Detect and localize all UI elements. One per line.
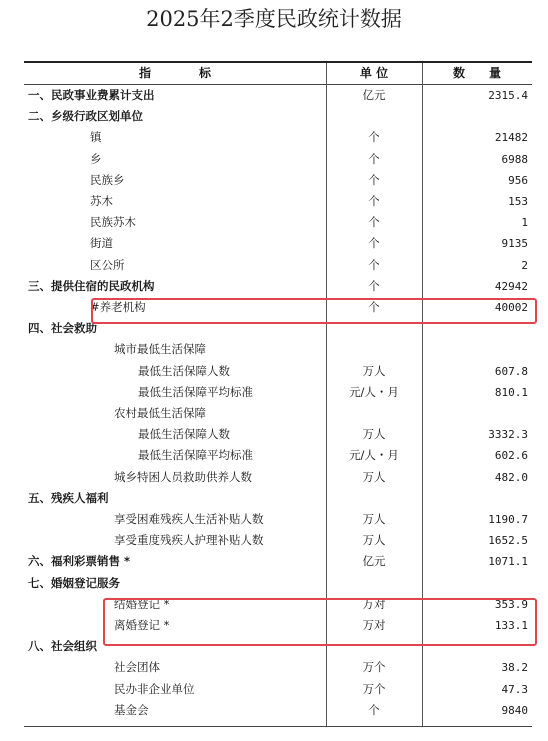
- row-label: 二、乡级行政区划单位: [28, 109, 143, 124]
- table-row: [24, 679, 532, 700]
- table-row: [24, 255, 532, 276]
- row-unit: 个: [368, 172, 380, 187]
- row-label: 三、提供住宿的民政机构: [28, 278, 155, 293]
- row-label: #养老机构: [90, 300, 146, 314]
- row-unit: 万人: [362, 469, 386, 484]
- row-label: 八、社会组织: [28, 639, 97, 654]
- row-unit: 万对: [362, 596, 386, 611]
- row-unit: 个: [368, 151, 380, 166]
- row-value: 353.9: [494, 597, 528, 611]
- row-unit: 万对: [362, 618, 386, 632]
- table-row: [24, 573, 532, 594]
- table-row: [24, 403, 532, 424]
- row-unit: 万人: [362, 363, 386, 378]
- table-row: [24, 382, 532, 403]
- row-value: 38.2: [501, 661, 528, 675]
- table-row: [24, 700, 532, 721]
- table-row: [24, 191, 532, 212]
- row-label: 乡: [90, 151, 102, 166]
- table-row: [24, 318, 532, 339]
- table-row: [24, 149, 532, 170]
- row-label: 民族乡: [90, 172, 125, 187]
- row-unit: 万个: [362, 660, 386, 675]
- row-unit: 万人: [362, 427, 386, 442]
- table-row: [24, 615, 532, 636]
- row-value: 1: [521, 216, 528, 230]
- row-value: 42942: [494, 279, 528, 293]
- row-label: 七、婚姻登记服务: [28, 575, 120, 590]
- row-label: 民办非企业单位: [114, 681, 195, 696]
- row-label: 五、残疾人福利: [28, 490, 109, 505]
- table-row: [24, 297, 532, 318]
- row-unit: 个: [368, 194, 380, 208]
- row-label: 六、福利彩票销售 *: [28, 554, 131, 569]
- row-value: 9840: [501, 703, 528, 717]
- row-value: 47.3: [501, 682, 528, 696]
- row-label: 城乡特困人员救助供养人数: [114, 469, 252, 484]
- table-row: [24, 509, 532, 530]
- row-unit: 元/人・月: [349, 384, 399, 399]
- row-value: 1190.7: [488, 513, 528, 526]
- table-row: [24, 85, 532, 106]
- row-value: 1652.5: [488, 534, 528, 548]
- row-value: 1071.1: [488, 555, 528, 569]
- row-value: 482.0: [494, 470, 528, 484]
- row-value: 2: [521, 258, 528, 272]
- row-label: 享受重度残疾人护理补贴人数: [114, 533, 264, 548]
- row-unit: 亿元: [362, 88, 386, 102]
- row-unit: 个: [368, 257, 380, 272]
- row-value: 21482: [494, 131, 528, 145]
- row-label: 离婚登记 *: [114, 618, 170, 632]
- row-label: 最低生活保障人数: [138, 363, 230, 378]
- header-quantity: 数 量: [452, 66, 501, 80]
- row-label: 民族苏木: [90, 215, 136, 230]
- header-unit: 单 位: [359, 66, 389, 80]
- row-unit: 个: [368, 278, 380, 293]
- row-label: 一、民政事业费累计支出: [28, 88, 155, 102]
- row-label: 苏木: [90, 194, 113, 208]
- table-header: [24, 63, 532, 85]
- table-row: [24, 127, 532, 148]
- row-label: 区公所: [90, 257, 125, 272]
- row-value: 810.1: [494, 385, 528, 399]
- row-label: 享受困难残疾人生活补贴人数: [114, 512, 264, 526]
- row-unit: 个: [368, 215, 380, 230]
- table-row: [24, 467, 532, 488]
- table-row: [24, 551, 532, 572]
- row-label: 四、社会救助: [28, 321, 97, 336]
- row-value: 9135: [501, 237, 528, 251]
- table-row: [24, 233, 532, 254]
- row-unit: 个: [368, 702, 380, 717]
- table-row: [24, 276, 532, 297]
- row-label: 基金会: [114, 702, 149, 717]
- table-row: [24, 636, 532, 657]
- row-unit: 个: [368, 130, 380, 145]
- row-unit: 万人: [362, 512, 386, 526]
- row-unit: 亿元: [362, 554, 386, 569]
- row-value: 133.1: [494, 619, 528, 632]
- row-label: 镇: [90, 130, 102, 145]
- table-row: [24, 657, 532, 678]
- row-value: 153: [508, 195, 528, 208]
- row-unit: 万个: [362, 681, 386, 696]
- table-row: [24, 170, 532, 191]
- row-unit: 元/人・月: [349, 448, 399, 463]
- row-value: 40002: [494, 301, 528, 314]
- row-label: 城市最低生活保障: [114, 342, 206, 357]
- row-label: 农村最低生活保障: [114, 406, 206, 420]
- row-value: 956: [508, 173, 528, 187]
- row-value: 3332.3: [488, 428, 528, 442]
- row-label: 社会团体: [114, 660, 160, 675]
- table-row: [24, 445, 532, 466]
- table-row: [24, 594, 532, 615]
- row-unit: 万人: [362, 533, 386, 548]
- table-row: [24, 212, 532, 233]
- row-label: 结婚登记 *: [114, 596, 170, 611]
- table-row: [24, 488, 532, 509]
- row-label: 最低生活保障平均标准: [138, 448, 253, 463]
- row-label: 街道: [90, 236, 113, 251]
- table-bottom-border: [24, 726, 532, 727]
- row-unit: 个: [368, 300, 380, 314]
- table-row: [24, 339, 532, 360]
- row-value: 607.8: [494, 364, 528, 378]
- page-title: 2025年2季度民政统计数据: [146, 7, 402, 31]
- row-value: 6988: [501, 152, 528, 166]
- row-unit: 个: [368, 236, 380, 251]
- table-row: [24, 530, 532, 551]
- row-label: 最低生活保障平均标准: [138, 384, 253, 399]
- row-value: 2315.4: [488, 89, 528, 102]
- table-row: [24, 424, 532, 445]
- row-label: 最低生活保障人数: [138, 427, 230, 442]
- header-indicator: 指 标: [138, 66, 211, 80]
- row-value: 602.6: [494, 449, 528, 463]
- table-row: [24, 361, 532, 382]
- table-row: [24, 106, 532, 127]
